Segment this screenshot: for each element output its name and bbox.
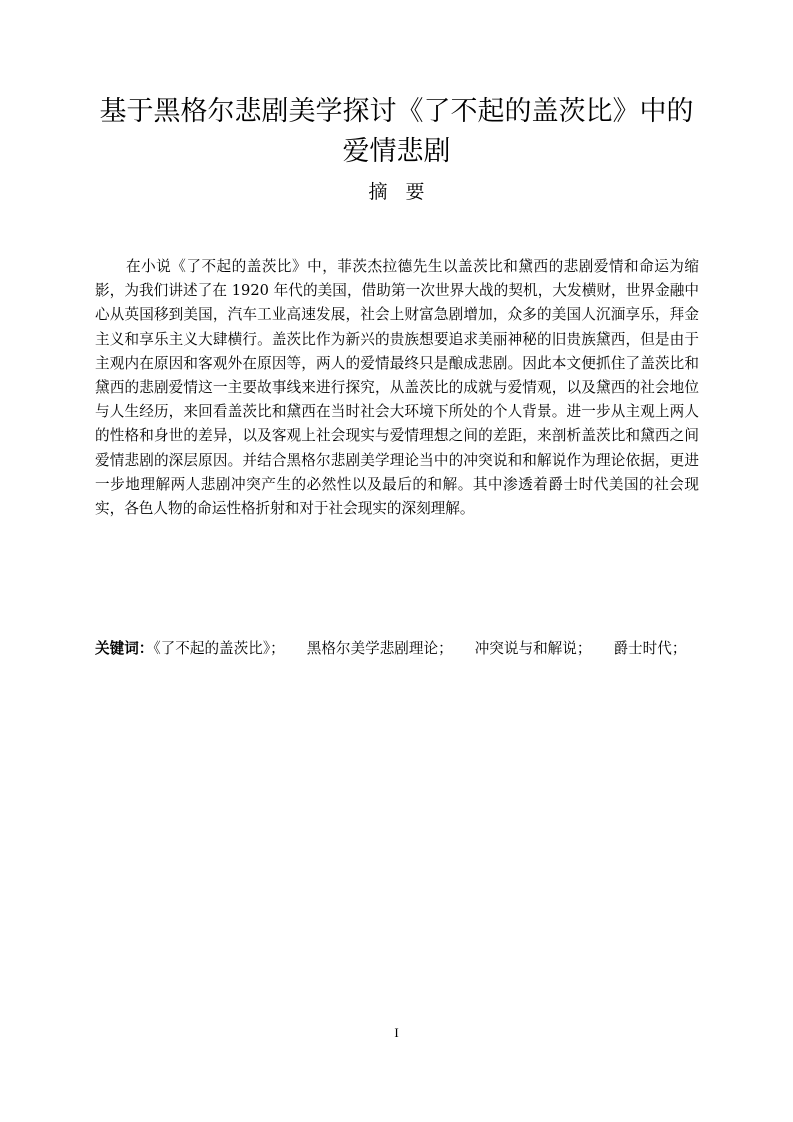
keyword-item: 爵士时代； [613, 640, 687, 657]
keyword-item: 冲突说与和解说； [474, 640, 592, 657]
keyword-item: 《了不起的盖茨比》； [153, 640, 285, 657]
abstract-body: 在小说《了不起的盖茨比》中，菲茨杰拉德先生以盖茨比和黛西的悲剧爱情和命运为缩影，为我们讲述了在 1920 年代的美国，借助第一次世界大战的契机，大发横财，世界金融中心从英国移到美国，汽车工业高速发展，社会上财富急剧增加，众多的美国人沉湎享乐，拜金主义和享乐主义大肆横行。盖茨比作为新兴的贵族想要追求美丽神秘的旧贵族黛西，但是由于主观内在原因和客观外在原因等，两人的爱情最终只是酿成悲剧。因此本文便抓住了盖茨比和黛西的悲剧爱情这一主要故事线来进行探究，从盖茨比的成就与爱情观，以及黛西的社会地位与人生经历，来回看盖茨比和黛西在当时社会大环境下所处的个人背景。进一步从主观上两人的性格和身世的差异，以及客观上社会现实与爱情理想之间的差距，来剖析盖茨比和黛西之间爱情悲剧的深层原因。并结合黑格尔悲剧美学理论当中的冲突说和和解说作为理论依据，更进一步地理解两人悲剧冲突产生的必然性以及最后的和解。其中渗透着爵士时代美国的社会现实，各色人物的命运性格折射和对于社会现实的深刻理解。 [95, 258, 699, 518]
keyword-item: 黑格尔美学悲剧理论； [306, 640, 453, 657]
abstract-heading: 摘要 [368, 181, 443, 203]
keywords-paragraph [95, 636, 699, 662]
keywords-label: 关键词： [95, 640, 154, 657]
page-number: I [394, 1025, 399, 1040]
document-title: 基于黑格尔悲剧美学探讨《了不起的盖茨比》中的爱情悲剧 [99, 96, 694, 167]
